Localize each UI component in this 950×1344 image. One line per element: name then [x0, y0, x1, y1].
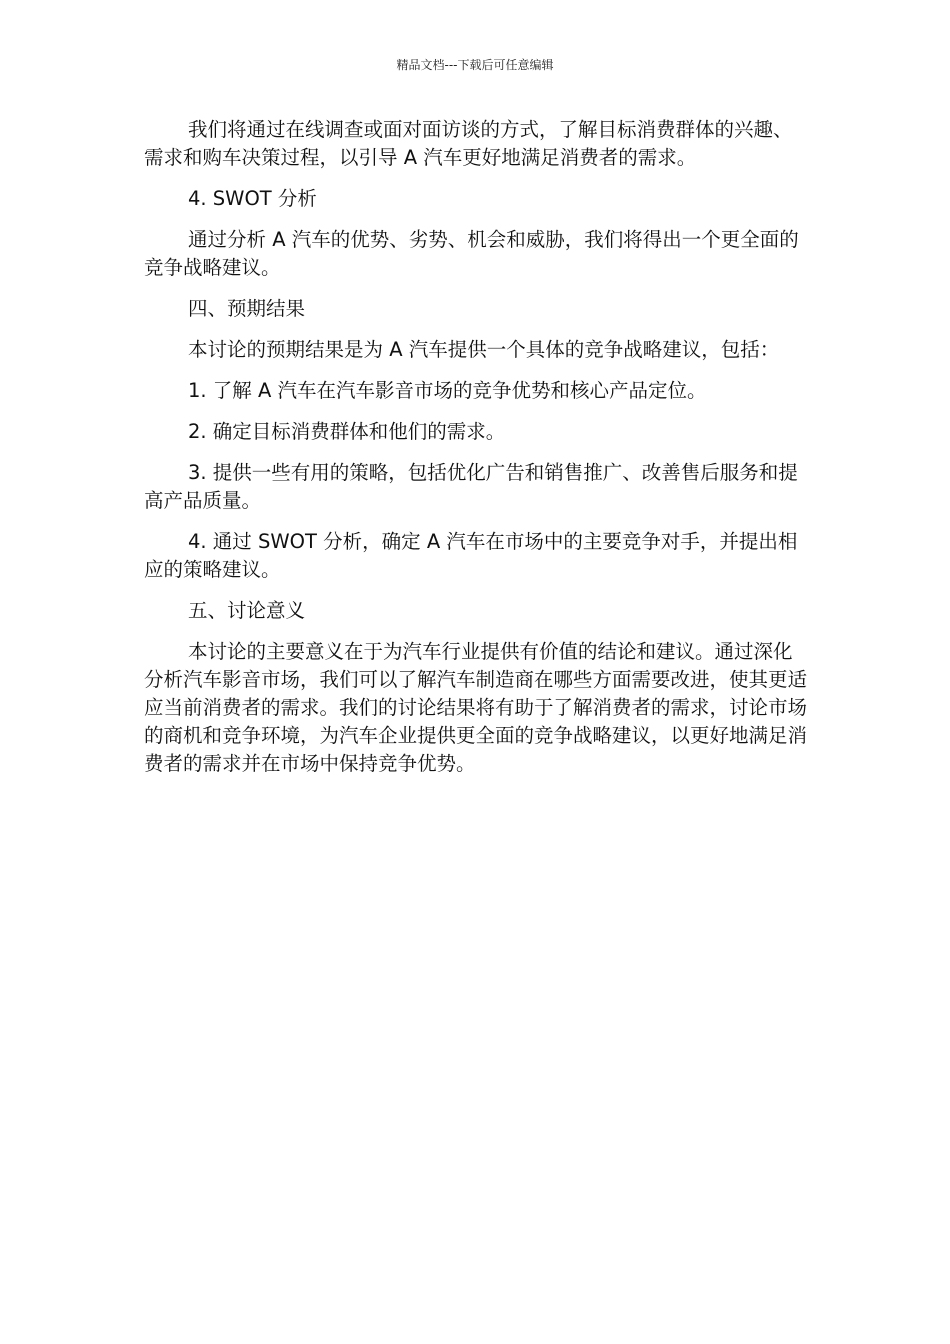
- page-header: 精品文档---下载后可任意编辑: [396, 58, 554, 72]
- heading-swot-analysis: 4. SWOT 分析: [188, 187, 317, 210]
- paragraph-survey-method: 我们将通过在线调查或面对面访谈的方式，了解目标消费群体的兴趣、需求和购车决策过程，以引导 A 汽车更好地满足消费者的需求。: [144, 118, 793, 169]
- heading-discussion-significance: 五、讨论意义: [188, 599, 306, 622]
- list-item-result-4: 4. 通过 SWOT 分析，确定 A 汽车在市场中的主要竞争对手，并提出相应的策略建议。: [144, 530, 798, 581]
- paragraph-expected-results-intro: 本讨论的预期结果是为 A 汽车提供一个具体的竞争战略建议，包括：: [188, 338, 780, 361]
- list-item-result-3: 3. 提供一些有用的策略，包括优化广告和销售推广、改善售后服务和提高产品质量。: [144, 461, 798, 512]
- paragraph-discussion-significance: 本讨论的主要意义在于为汽车行业提供有价值的结论和建议。通过深化分析汽车影音市场，我们可以了解汽车制造商在哪些方面需要改进，使其更适应当前消费者的需求。我们的讨论结果将有助于了解消费者的需求，讨论市场的商机和竞争环境，为汽车企业提供更全面的竞争战略建议，以更好地满足消费者的需求并在市场中保持竞争优势。: [144, 640, 808, 775]
- list-item-result-1: 1. 了解 A 汽车在汽车影音市场的竞争优势和核心产品定位。: [188, 379, 707, 402]
- paragraph-swot-description: 通过分析 A 汽车的优势、劣势、机会和威胁，我们将得出一个更全面的竞争战略建议。: [144, 228, 799, 279]
- list-item-result-2: 2. 确定目标消费群体和他们的需求。: [188, 420, 506, 443]
- document-body: [144, 116, 808, 791]
- heading-expected-results: 四、预期结果: [188, 297, 306, 320]
